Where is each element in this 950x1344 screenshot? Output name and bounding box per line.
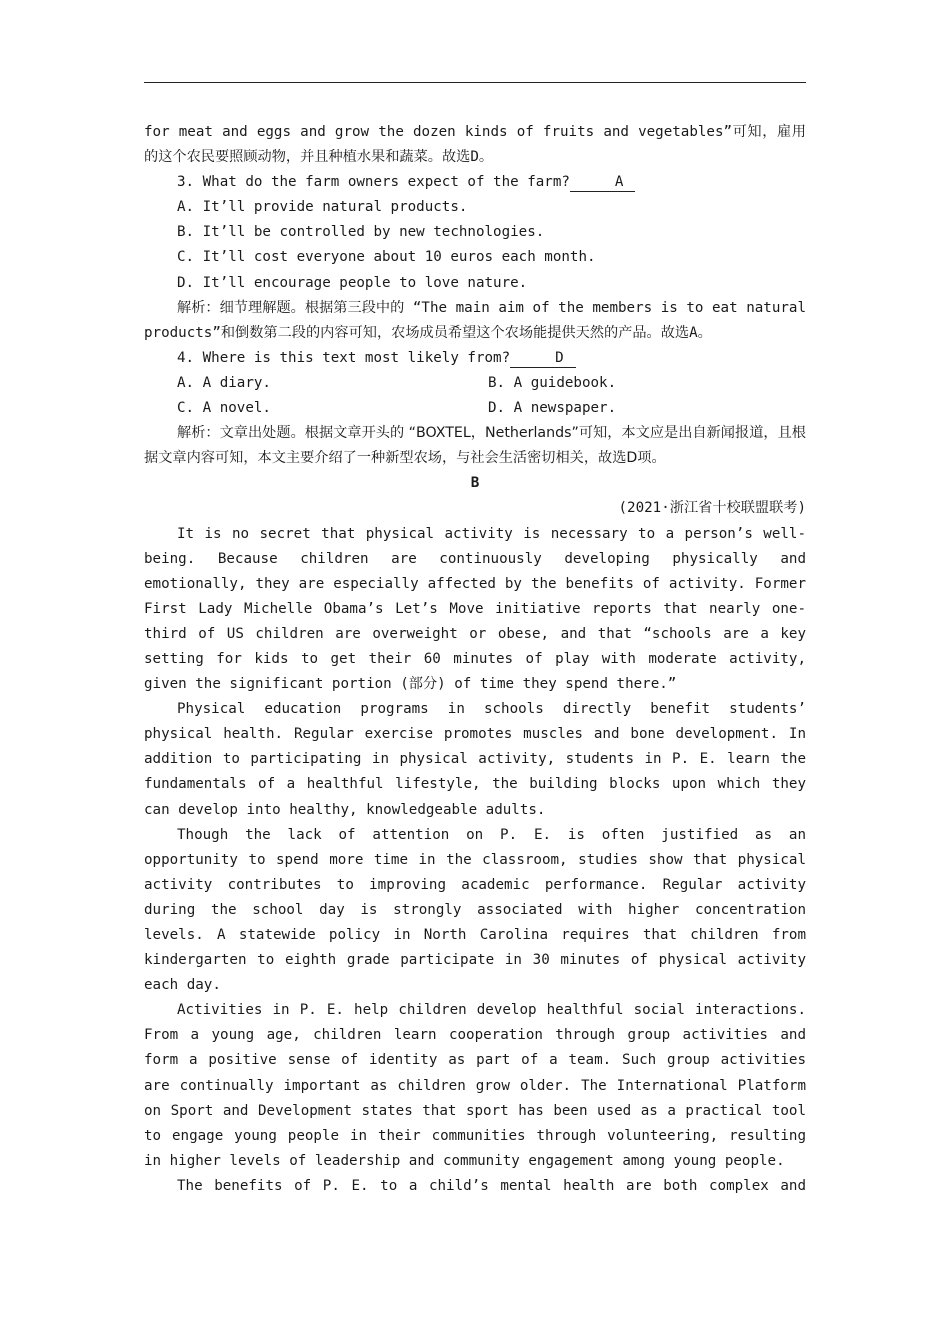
q4-option-a: A. A diary. (177, 374, 271, 391)
passage-paragraph-3: Though the lack of attention on P. E. is often justified as an opportunity to spend more time in the classroom, studies show that physical activity contributes to improving academic performance. Regular activity during the school day is strongly associated with higher concentration levels. A statewide policy in North Carolina requires that children from kindergarten to eighth grade participate in 30 minutes of physical activity each day. (144, 826, 806, 994)
q4-option-d: D. A newspaper. (488, 400, 617, 417)
q4-stem-text: 4. Where is this text most likely from? (177, 349, 511, 366)
q3-option-a: A. It’ll provide natural products. (177, 199, 468, 216)
prev-analysis-continuation: for meat and eggs and grow the dozen kinds of fruits and vegetables”可知，雇用的这个农民要照顾动物，并且种植水果和蔬菜。故选D。 (144, 124, 806, 166)
q4-options-row-1 (144, 371, 806, 396)
q3-stem (144, 170, 806, 195)
section-b-heading: B (470, 475, 480, 492)
q4-stem (144, 346, 806, 371)
passage-paragraph-1: It is no secret that physical activity is necessary to a person’s well-being. Because children are continuously developing physically and emotionally, they are especially affected by the benefits of activity. Former First Lady Michelle Obama’s Let’s Move initiative reports that nearly one-third of US children are overweight or obese, and that “schools are a key setting for kids to get their 60 minutes of play with moderate activity, given the significant portion (部分) of time they spend there.” (144, 525, 806, 693)
page-content (144, 120, 806, 1199)
passage-paragraph-5: The benefits of P. E. to a child’s mental health are both complex and (177, 1177, 806, 1194)
q4-options-row-2 (144, 396, 806, 421)
q3-analysis: 解析：细节理解题。根据第三段中的 “The main aim of the members is to eat natural products”和倒数第二段的内容可知，农场成员希望这个农场能提供天然的产品。故选A。 (144, 299, 806, 341)
q4-analysis: 解析：文章出处题。根据文章开头的 “BOXTEL，Netherlands”可知，本文应是出自新闻报道，且根据文章内容可知，本文主要介绍了一种新型农场，与社会生活密切相关，故选D项。 (144, 425, 806, 467)
passage-paragraph-4: Activities in P. E. help children develop healthful social interactions. From a young age, children learn cooperation through group activities and form a positive sense of identity as part of a team. Such group activities are continually important as children grow older. The International Platform on Sport and Development states that sport has been used as a practical tool to engage young people in their communities through volunteering, resulting in higher levels of leadership and community engagement among young people. (144, 1002, 806, 1169)
section-b-source: (2021·浙江省十校联盟联考) (618, 500, 806, 517)
q4-option-c: C. A novel. (177, 400, 271, 417)
q3-option-d: D. It’ll encourage people to love nature. (177, 274, 528, 291)
q4-answer: D (510, 349, 576, 368)
header-rule (144, 82, 806, 83)
q3-stem-text: 3. What do the farm owners expect of the farm? (177, 174, 570, 191)
q3-answer: A (570, 173, 636, 192)
q3-option-c: C. It’ll cost everyone about 10 euros each month. (177, 249, 596, 266)
q4-option-b: B. A guidebook. (488, 374, 617, 391)
passage-paragraph-2: Physical education programs in schools directly benefit students’ physical health. Regular exercise promotes muscles and bone development. In addition to participating in physical activity, students in P. E. learn the fundamentals of a healthful lifestyle, the building blocks upon which they can develop into healthy, knowledgeable adults. (144, 701, 806, 818)
q3-option-b: B. It’ll be controlled by new technologies. (177, 224, 545, 241)
